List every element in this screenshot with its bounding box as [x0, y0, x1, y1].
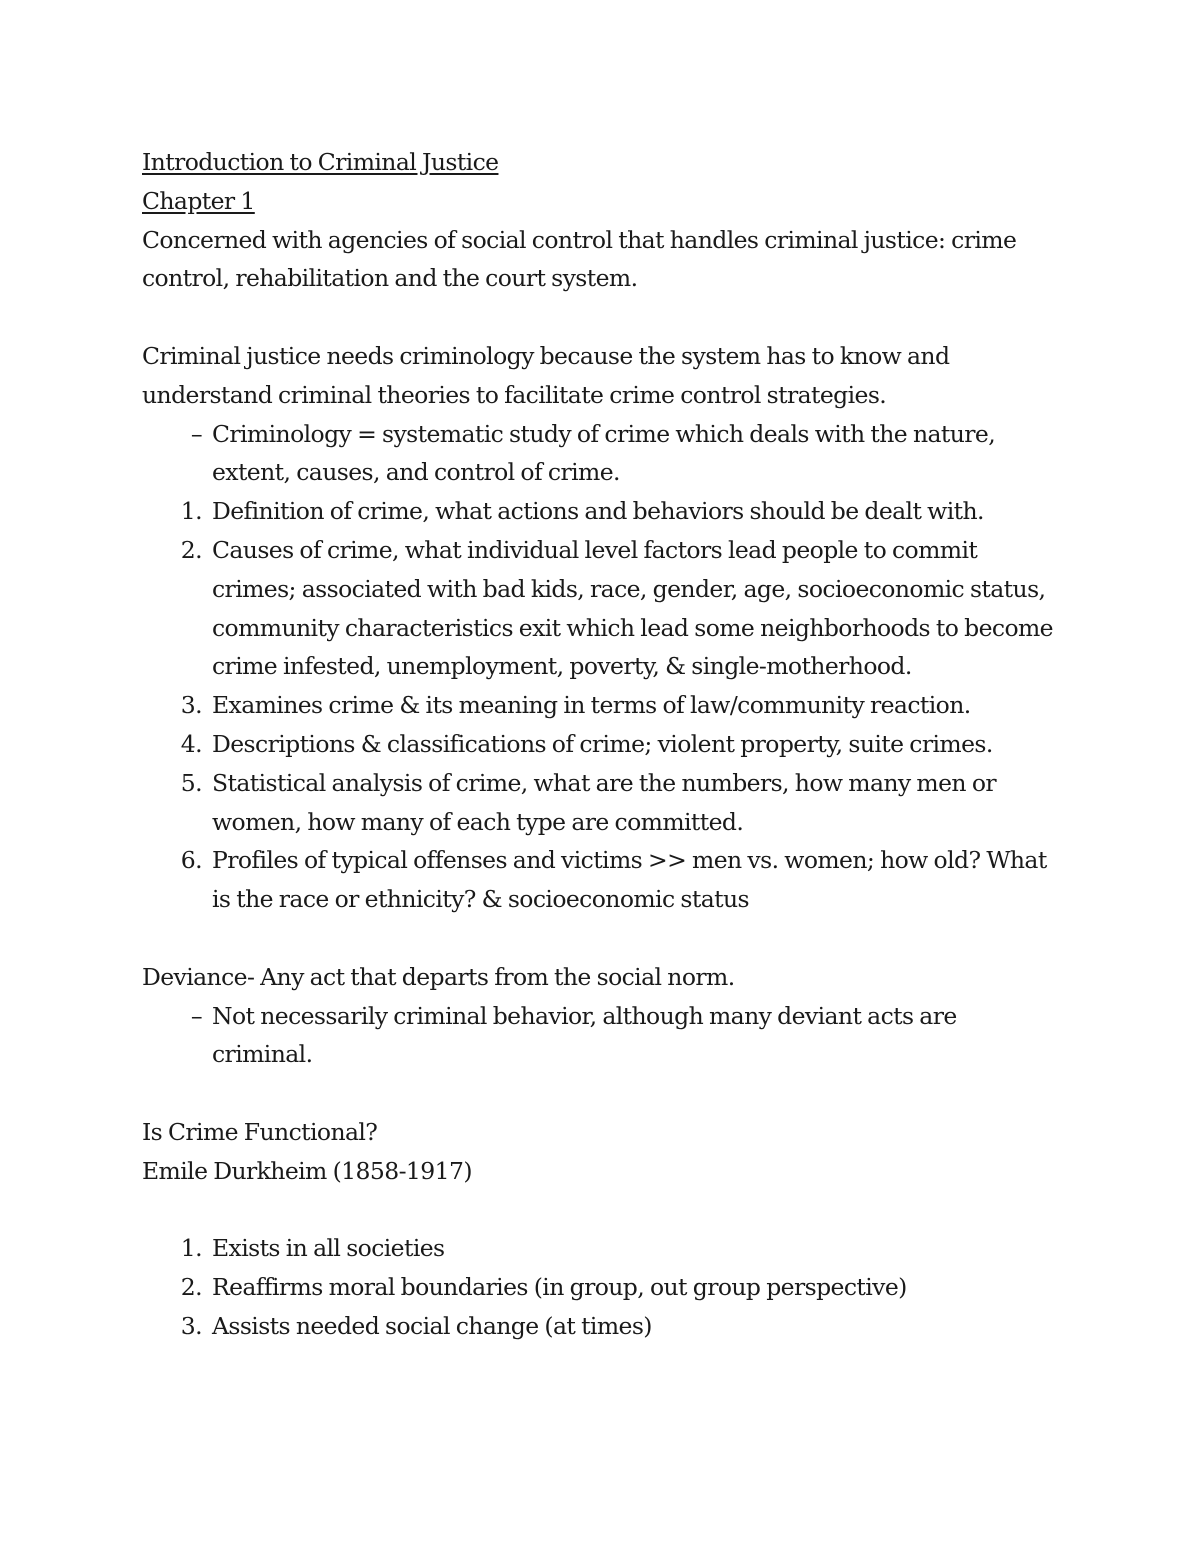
- list-item-text: Reaffirms moral boundaries (in group, out group perspective): [212, 1273, 907, 1302]
- chapter-heading: Chapter 1: [142, 186, 255, 215]
- list-item: [142, 1268, 1072, 1307]
- functional-list: [142, 1229, 1072, 1345]
- list-item-text: Criminology = systematic study of crime which deals with the nature, extent, causes, and control of crime.: [212, 419, 996, 487]
- intro-line-2: control, rehabilitation and the court system.: [142, 264, 638, 293]
- list-item: [142, 1229, 1072, 1268]
- list-number: 3.: [180, 691, 202, 720]
- list-item-text: Definition of crime, what actions and behaviors should be dealt with.: [212, 497, 984, 526]
- spacer: [142, 298, 1072, 337]
- dash-marker: –: [190, 1001, 202, 1030]
- list-item-text: Statistical analysis of crime, what are the numbers, how many men or women, how many of each type are committed.: [212, 768, 997, 836]
- criminology-list: [142, 415, 1053, 919]
- list-number: 2.: [180, 1273, 202, 1302]
- list-item: [142, 531, 1053, 686]
- list-item: [142, 686, 1002, 725]
- list-item: [142, 725, 1002, 764]
- list-item-text: Causes of crime, what individual level factors lead people to commit crimes; associated with bad kids, race, gender, age, socioeconomic status, community characteristics exit which lead some neighborhoods to become crime infested, unemployment, poverty, & single-motherhood.: [212, 535, 1053, 681]
- list-item-text: Assists needed social change (at times): [212, 1311, 652, 1340]
- list-number: 4.: [180, 729, 202, 758]
- criminology-para-line-1: Criminal justice needs criminology because the system has to know and: [142, 341, 950, 370]
- document-title: Introduction to Criminal Justice: [142, 148, 499, 176]
- list-number: 3.: [180, 1311, 202, 1340]
- list-item-text: Examines crime & its meaning in terms of law/community reaction.: [212, 691, 971, 720]
- list-item: [142, 1307, 1072, 1346]
- document-page: [142, 143, 1072, 1346]
- functional-question: Is Crime Functional?: [142, 1117, 378, 1146]
- functional-author: Emile Durkheim (1858-1917): [142, 1156, 472, 1185]
- list-number: 1.: [180, 1234, 202, 1263]
- list-number: 5.: [180, 768, 202, 797]
- list-number: 2.: [180, 535, 202, 564]
- intro-line-1: Concerned with agencies of social control that handles criminal justice: crime: [142, 225, 1017, 254]
- dash-marker: –: [190, 419, 202, 448]
- deviance-note-item: [142, 997, 1072, 1075]
- list-item-text: Profiles of typical offenses and victims >> men vs. women; how old? What is the race or ethnicity? & socioeconomic status: [212, 846, 1047, 914]
- list-item-dash: [142, 415, 1002, 493]
- list-item: [142, 492, 1002, 531]
- deviance-definition: Deviance- Any act that departs from the social norm.: [142, 962, 735, 991]
- list-item-text: Descriptions & classifications of crime; violent property, suite crimes.: [212, 729, 993, 758]
- deviance-note-text: Not necessarily criminal behavior, although many deviant acts are criminal.: [212, 1001, 957, 1069]
- list-number: 1.: [180, 497, 202, 526]
- spacer: [142, 919, 1072, 958]
- list-item-text: Exists in all societies: [212, 1234, 445, 1263]
- list-item: [142, 841, 1047, 919]
- spacer: [142, 1191, 1072, 1230]
- list-item: [142, 764, 1002, 842]
- list-number: 6.: [180, 846, 202, 875]
- spacer: [142, 1074, 1072, 1113]
- criminology-para-line-2: understand criminal theories to facilitate crime control strategies.: [142, 380, 887, 409]
